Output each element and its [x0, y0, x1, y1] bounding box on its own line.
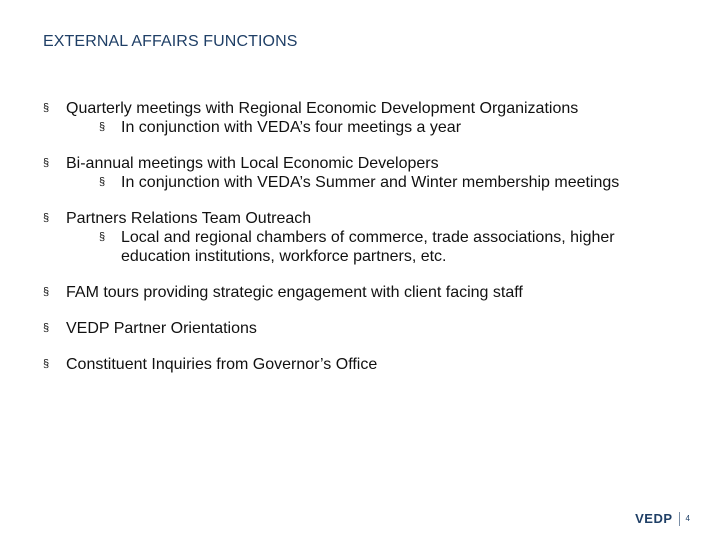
bullet-text: VEDP Partner Orientations — [66, 320, 257, 337]
sub-bullet-item — [89, 228, 683, 266]
bullet-text: Constituent Inquiries from Governor’s Office — [66, 356, 378, 373]
bullet-item — [43, 154, 683, 192]
bullet-text: Bi-annual meetings with Local Economic Developers — [66, 155, 439, 172]
sub-bullet-list — [66, 228, 683, 266]
bullet-item — [43, 209, 683, 266]
sub-bullet-text: Local and regional chambers of commerce, trade associations, higher education institutions, workforce partners, etc. — [121, 229, 615, 265]
bullet-icon: § — [43, 286, 50, 298]
bullet-text: Partners Relations Team Outreach — [66, 210, 312, 227]
slide-footer — [635, 511, 690, 526]
bullet-item — [43, 355, 683, 374]
sub-bullet-item — [89, 173, 683, 192]
sub-bullet-item — [89, 118, 683, 137]
bullet-icon: § — [43, 322, 50, 334]
bullet-text: FAM tours providing strategic engagement with client facing staff — [66, 284, 523, 301]
bullet-icon: § — [99, 121, 106, 133]
bullet-icon: § — [43, 157, 50, 169]
page-number: 4 — [685, 514, 690, 523]
bullet-icon: § — [99, 176, 106, 188]
bullet-icon: § — [43, 102, 50, 114]
bullet-icon: § — [99, 231, 106, 243]
bullet-item — [43, 99, 683, 137]
bullet-text: Quarterly meetings with Regional Economic Development Organizations — [66, 100, 579, 117]
bullet-item — [43, 319, 683, 338]
sub-bullet-list — [66, 118, 683, 137]
slide-title: EXTERNAL AFFAIRS FUNCTIONS — [43, 33, 298, 50]
vedp-logo: VEDP — [635, 511, 673, 526]
bullet-item — [43, 283, 683, 302]
bullet-icon: § — [43, 358, 50, 370]
sub-bullet-text: In conjunction with VEDA’s Summer and Winter membership meetings — [121, 174, 620, 191]
bullet-icon: § — [43, 212, 50, 224]
sub-bullet-list — [66, 173, 683, 192]
bullet-list — [43, 99, 683, 391]
sub-bullet-text: In conjunction with VEDA’s four meetings a year — [121, 119, 462, 136]
footer-divider — [679, 512, 680, 526]
